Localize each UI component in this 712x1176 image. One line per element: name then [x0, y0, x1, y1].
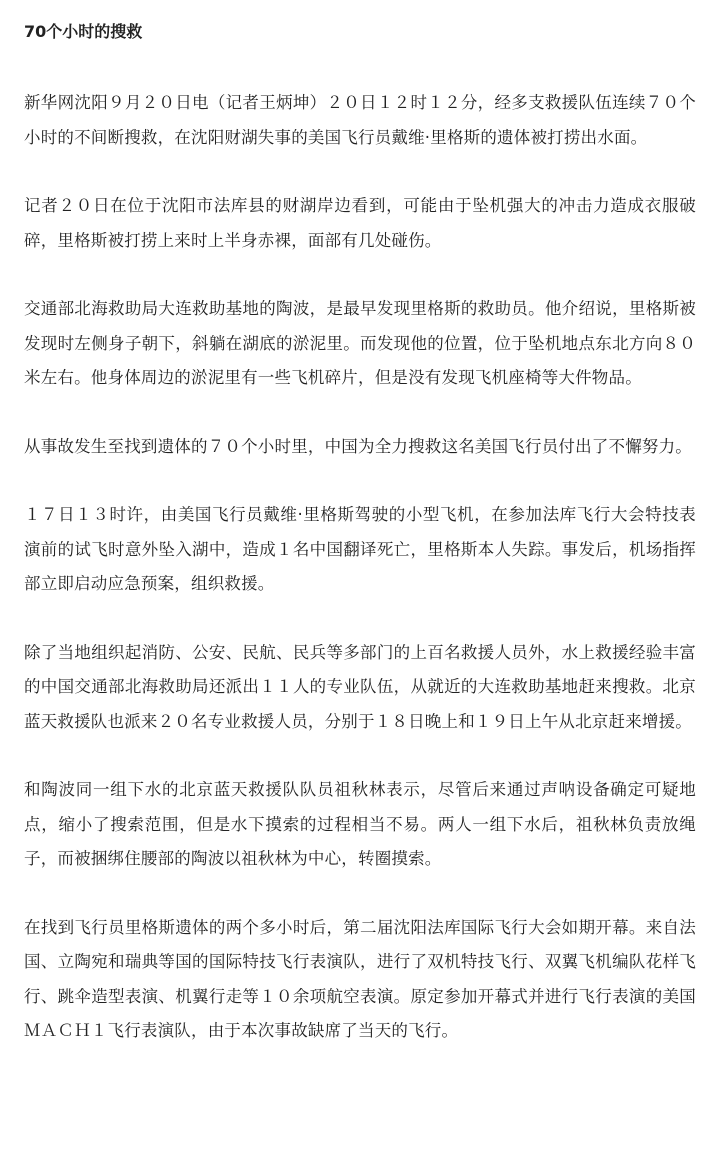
paragraph-6: 除了当地组织起消防、公安、民航、民兵等多部门的上百名救援人员外，水上救援经验丰富的中国交通部北海救助局还派出１１人的专业队伍，从就近的大连救助基地赶来搜救。北京蓝天救援队也派来２０名专业救援人员，分别于１８日晚上和１９日上午从北京赶来增援。: [24, 642, 696, 731]
paragraph-7: 和陶波同一组下水的北京蓝天救援队队员祖秋林表示，尽管后来通过声呐设备确定可疑地点，缩小了搜索范围，但是水下摸索的过程相当不易。两人一组下水后，祖秋林负责放绳子，而被捆绑住腰部的陶波以祖秋林为中心，转圈摸索。: [24, 780, 696, 868]
paragraph-8: 在找到飞行员里格斯遗体的两个多小时后，第二届沈阳法库国际飞行大会如期开幕。来自法国、立陶宛和瑞典等国的国际特技飞行表演队，进行了双机特技飞行、双翼飞机编队花样飞行、跳伞造型表演、机翼行走等１０余项航空表演。原定参加开幕式并进行飞行表演的美国ＭＡＣＨ１飞行表演队，由于本次事故缺席了当天的飞行。: [24, 917, 696, 1040]
paragraph-4: 从事故发生至找到遗体的７０个小时里，中国为全力搜救这名美国飞行员付出了不懈努力。: [24, 436, 692, 456]
paragraph-2: 记者２０日在位于沈阳市法库县的财湖岸边看到，可能由于坠机强大的冲击力造成衣服破碎，里格斯被打捞上来时上半身赤裸，面部有几处碰伤。: [24, 196, 696, 250]
paragraph-1: 新华网沈阳９月２０日电（记者王炳坤）２０日１２时１２分，经多支救援队伍连续７０个小时的不间断搜救，在沈阳财湖失事的美国飞行员戴维·里格斯的遗体被打捞出水面。: [24, 93, 696, 147]
paragraph-3: 交通部北海救助局大连救助基地的陶波，是最早发现里格斯的救助员。他介绍说，里格斯被发现时左侧身子朝下，斜躺在湖底的淤泥里。而发现他的位置，位于坠机地点东北方向８０米左右。他身体周边的淤泥里有一些飞机碎片，但是没有发现飞机座椅等大件物品。: [24, 299, 696, 387]
article-title: 70个小时的搜救: [24, 22, 143, 41]
paragraph-5: １７日１３时许，由美国飞行员戴维·里格斯驾驶的小型飞机，在参加法库飞行大会特技表演前的试飞时意外坠入湖中，造成１名中国翻译死亡，里格斯本人失踪。事发后，机场指挥部立即启动应急预案，组织救援。: [24, 505, 696, 593]
article: [24, 18, 696, 1083]
